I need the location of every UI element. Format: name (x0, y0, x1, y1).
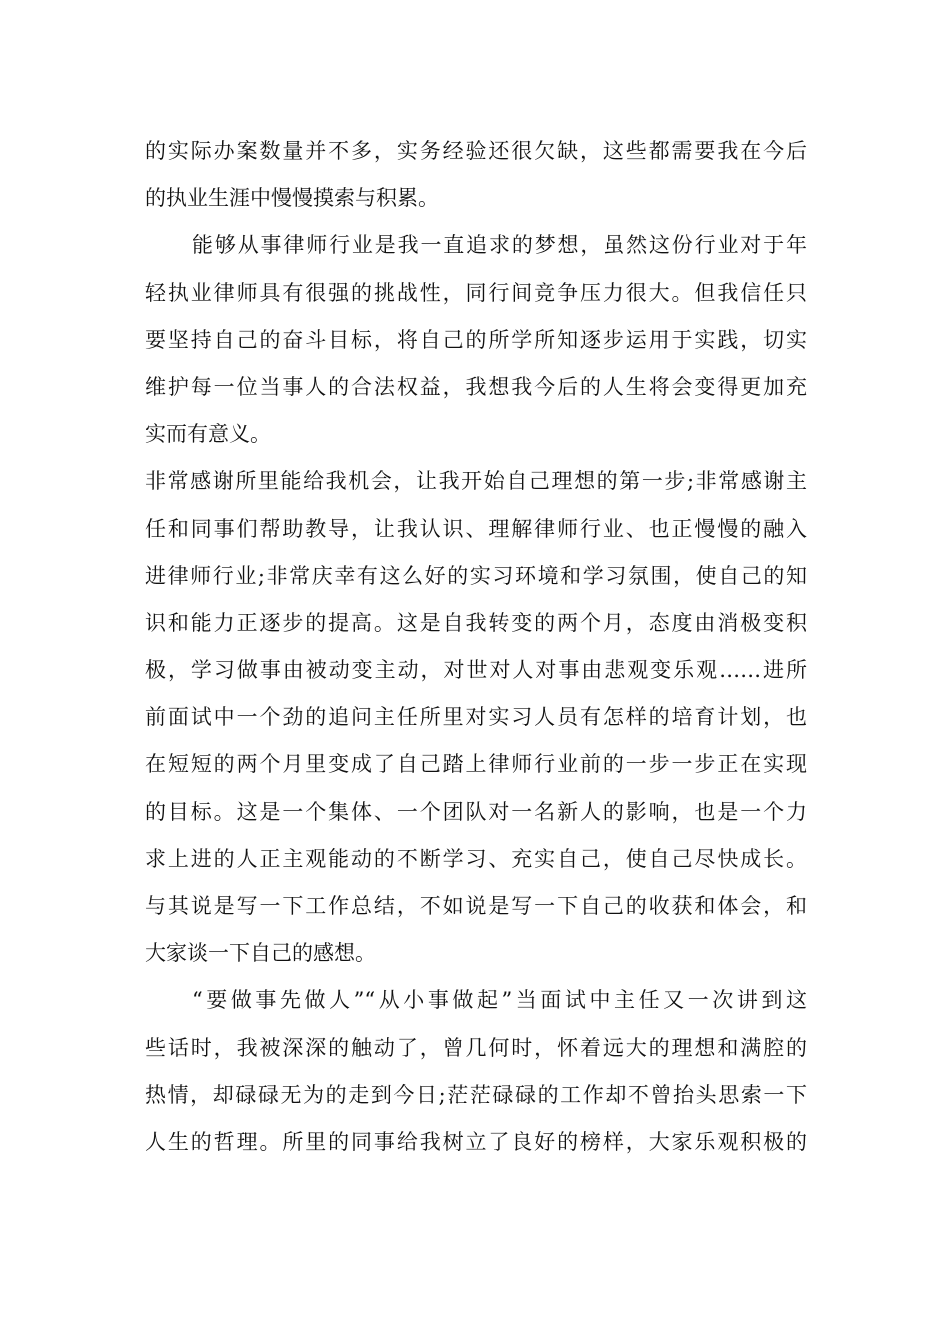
text-line: 极，学习做事由被动变主动，对世对人对事由悲观变乐观……进所 (145, 658, 807, 683)
text-line: 非常感谢所里能给我机会，让我开始自己理想的第一步;非常感谢主 (145, 469, 807, 494)
paragraph-4 (145, 977, 807, 1166)
text-line: 维护每一位当事人的合法权益，我想我今后的人生将会变得更加充 (145, 374, 807, 399)
paragraph-1 (145, 128, 807, 222)
text-line: 轻执业律师具有很强的挑战性，同行间竞争压力很大。但我信任只 (145, 280, 807, 305)
text-line: 与其说是写一下工作总结，不如说是写一下自己的收获和体会，和 (145, 894, 807, 918)
paragraph-2 (145, 222, 807, 458)
text-line: 任和同事们帮助教导，让我认识、理解律师行业、也正慢慢的融入 (145, 516, 807, 541)
paragraph-3 (145, 458, 807, 977)
text-line: 热情，却碌碌无为的走到今日;茫茫碌碌的工作却不曾抬头思索一下 (145, 1082, 807, 1107)
document-body (145, 128, 807, 1166)
text-line: 前面试中一个劲的追问主任所里对实习人员有怎样的培育计划，也 (145, 705, 807, 730)
text-line: 实而有意义。 (145, 422, 271, 447)
text-line: 大家谈一下自己的感想。 (145, 941, 376, 966)
text-line: 的执业生涯中慢慢摸索与积累。 (145, 186, 439, 211)
text-line: 的目标。这是一个集体、一个团队对一名新人的影响，也是一个力 (145, 799, 807, 824)
text-line: 识和能力正逐步的提高。这是自我转变的两个月，态度由消极变积 (145, 610, 807, 635)
text-line: 要坚持自己的奋斗目标，将自己的所学所知逐步运用于实践，切实 (145, 327, 807, 352)
text-line: 进律师行业;非常庆幸有这么好的实习环境和学习氛围，使自己的知 (145, 563, 807, 588)
text-line: 能够从事律师行业是我一直追求的梦想，虽然这份行业对于年 (192, 233, 807, 258)
text-line: 的实际办案数量并不多，实务经验还很欠缺，这些都需要我在今后 (145, 139, 807, 163)
text-line: 人生的哲理。所里的同事给我树立了良好的榜样，大家乐观积极的 (145, 1129, 807, 1154)
text-line: “要做事先做人”“从小事做起”当面试中主任又一次讲到这 (192, 988, 807, 1013)
text-line: 在短短的两个月里变成了自己踏上律师行业前的一步一步正在实现 (145, 752, 807, 777)
text-line: 些话时，我被深深的触动了，曾几何时，怀着远大的理想和满腔的 (145, 1035, 807, 1060)
text-line: 求上进的人正主观能动的不断学习、充实自己，使自己尽快成长。 (145, 846, 807, 871)
